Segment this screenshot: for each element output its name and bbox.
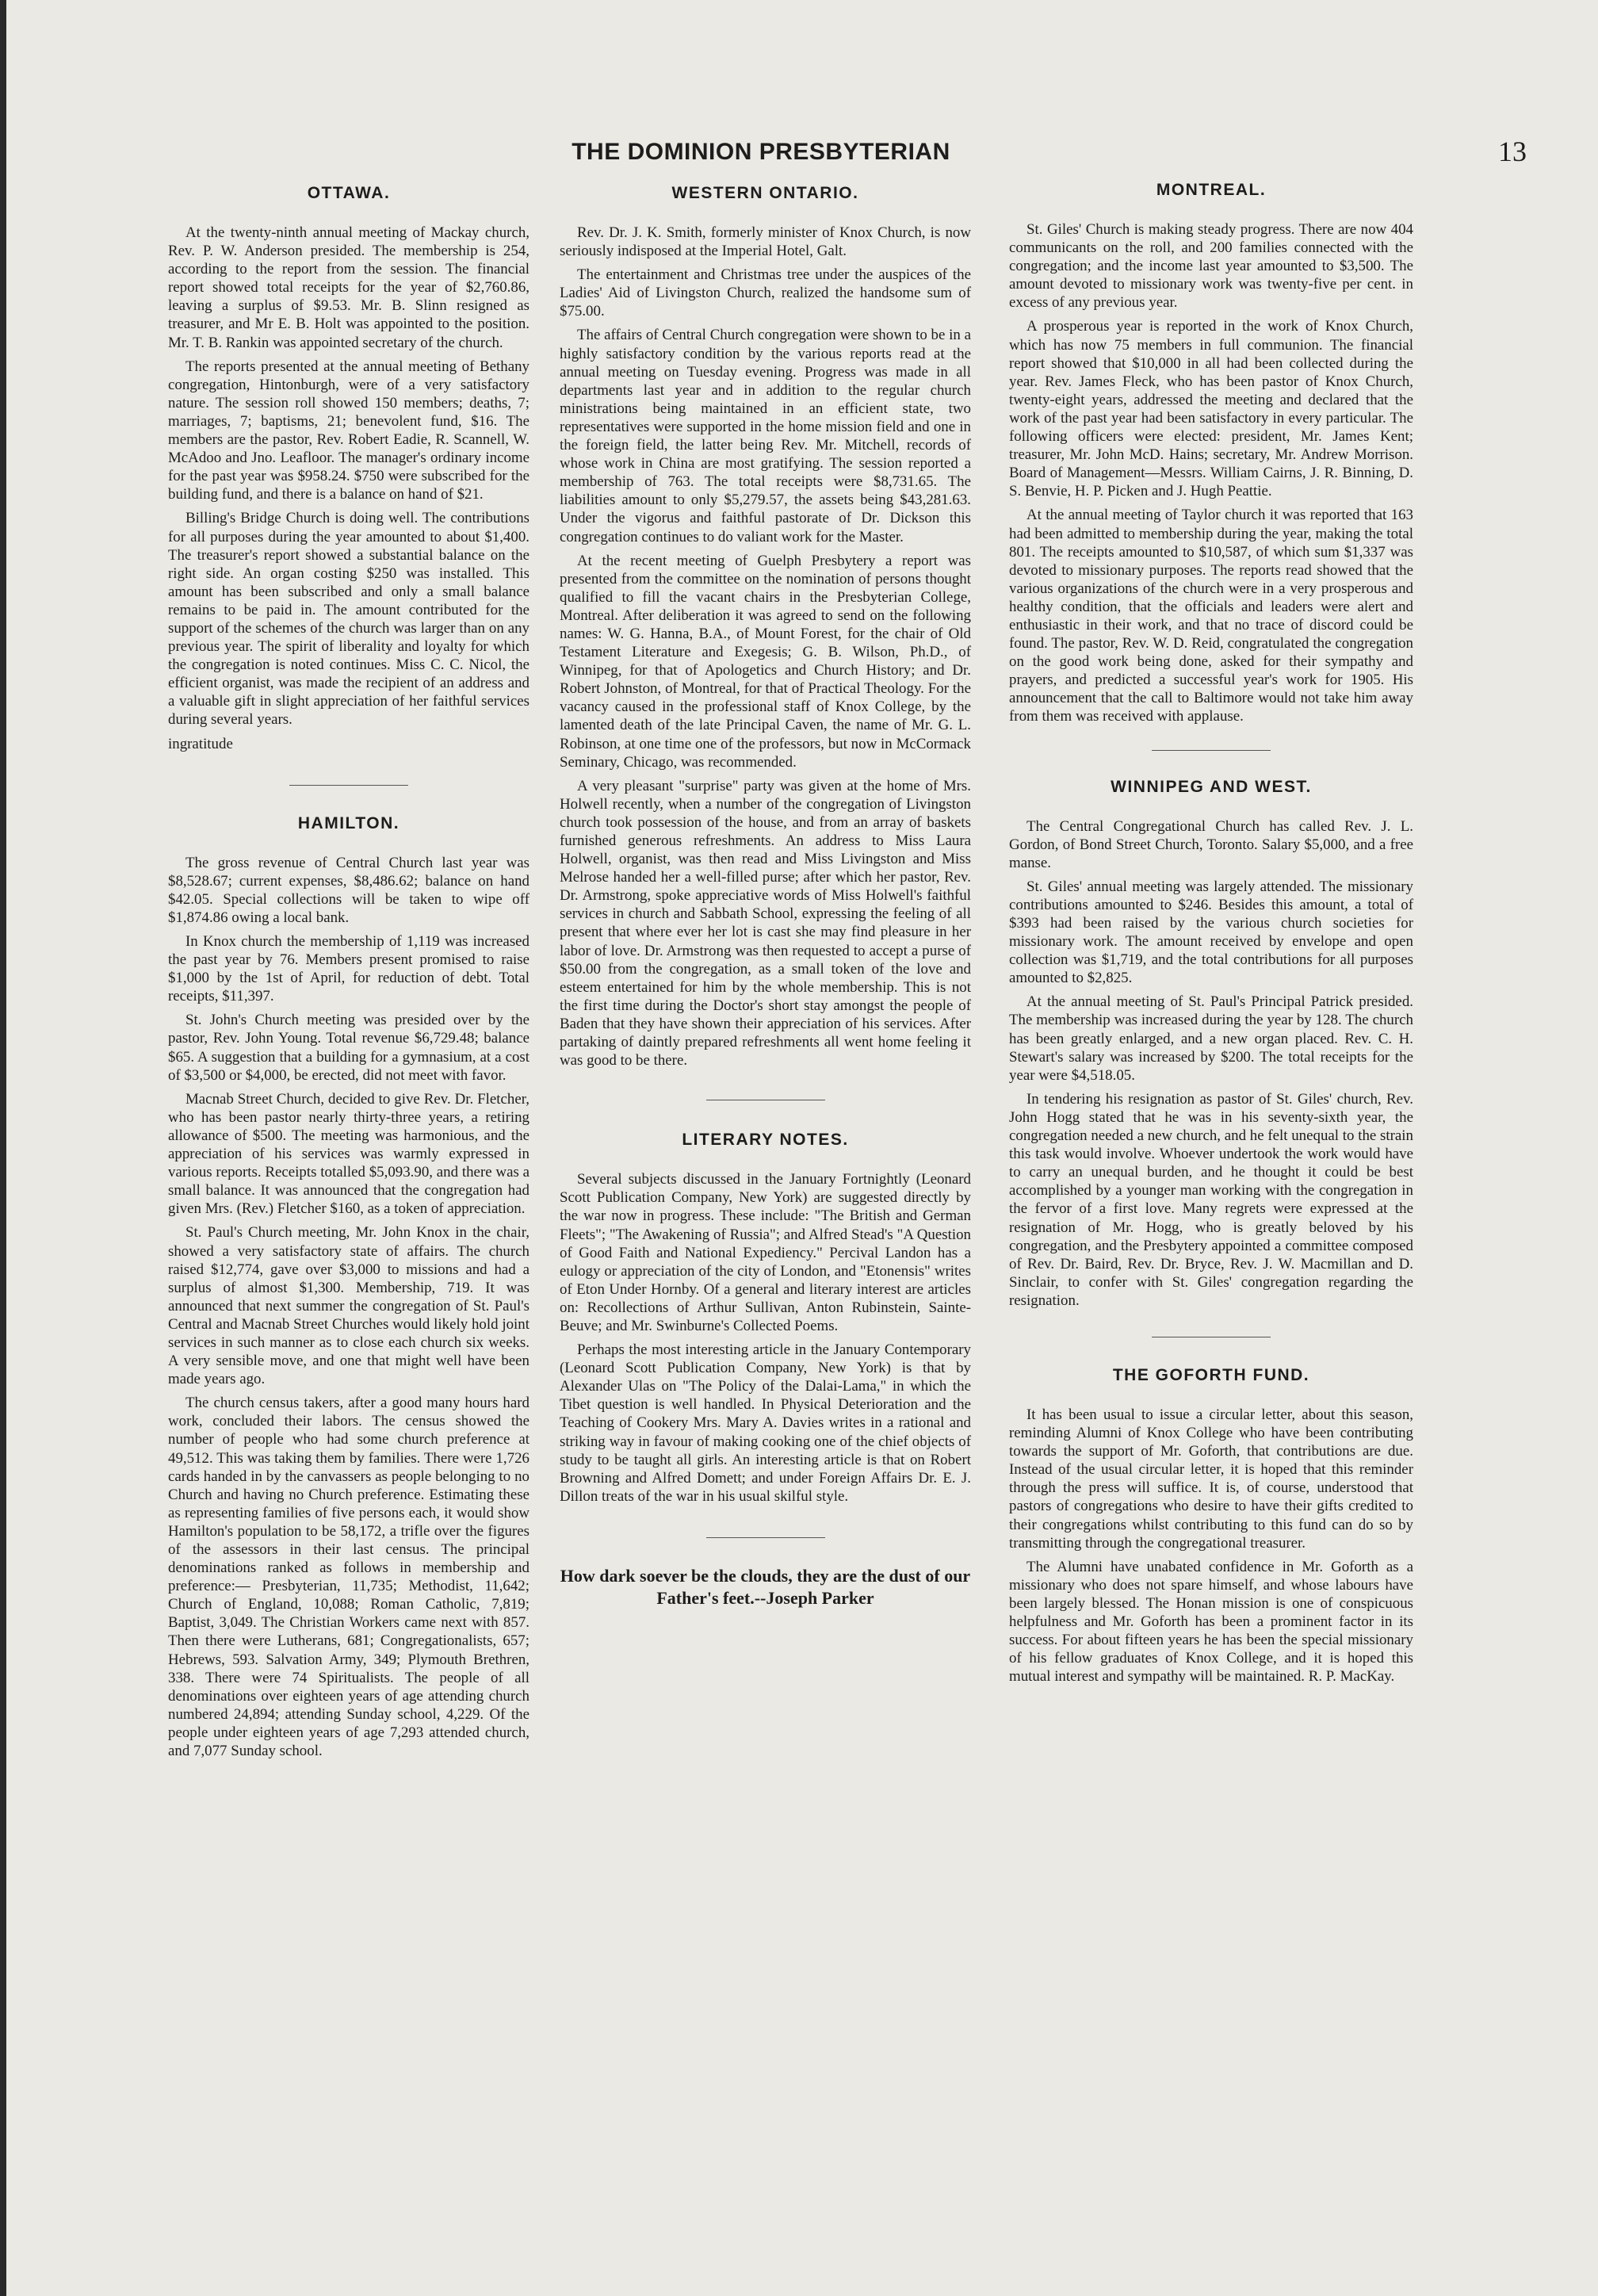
article-paragraph: In Knox church the membership of 1,119 was increased the past year by 76. Members present promised to raise $1,000 by the 1st of April, for reduction of debt. Total receipts, $11,397. [168, 933, 529, 1005]
article-paragraph: St. Paul's Church meeting, Mr. John Knox in the chair, showed a very satisfactory state of affairs. The church raised $12,774, gave over $3,000 to missions and had a surplus of almost $1,300. Membership, 719. It was announced that next summer the congregation of St. Paul's Central and Macnab Street Churches would likely hold joint services in such manner as to close each church six weeks. A very sensible move, and one that might well have been made years ago. [168, 1224, 529, 1388]
article-paragraph: The entertainment and Christmas tree under the auspices of the Ladies' Aid of Livingston Church, realized the handsome sum of $75.00. [560, 266, 971, 320]
article-paragraph: A very pleasant "surprise" party was given at the home of Mrs. Holwell recently, when a number of the congregation of Livingston church took possession of the house, and from an array of baskets furnished generous refreshments. An address to Miss Laura Holwell, organist, was then read and Miss Livingston and Miss Melrose handed her a well-filled purse; after which her pastor, Rev. Dr. Armstrong, spoke appreciative words of Miss Holwell's faithful services in church and Sabbath School, expressing the feeling of all present that where ever her lot is cast she may find pleasure in her labor of love. Dr. Armstrong was then requested to accept a purse of $50.00 from the congregation, as a small token of the love and esteem entertained for him by the whole membership. This is not the first time during the Doctor's short stay amongst the people of Baden that they have shown their appreciation of his services. After partaking of daintly prepared refreshments all went home feeling it was good to be there. [560, 777, 971, 1070]
article-paragraph: At the annual meeting of Taylor church it was reported that 163 had been admitted to membership during the year, making the total 801. The receipts amounted to $10,587, of which sum $1,337 was devoted to missionary purposes. The reports read showed that the various organizations of the church were in a very prosperous and healthy condition, that the officials and leaders were alert and enthusiastic in their work, and that no trace of discord could be found. The pastor, Rev. W. D. Reid, congratulated the congregation on the good work being done, asked for their sympathy and prayers, and predicted a successful year's work for 1905. His announcement that the call to Baltimore would not take him away from them was received with applause. [1009, 507, 1413, 725]
article-paragraph: St. Giles' annual meeting was largely attended. The missionary contributions amounted to $246. Besides this amount, a total of $393 had been raised by the various church societies for missionary work. The amount received by envelope and open collection was $1,719, and the total contributions for all purposes amounted to $2,825. [1009, 878, 1413, 987]
column-left [168, 184, 529, 1766]
section-title-literary-notes: LITERARY NOTES. [682, 1131, 849, 1150]
article-paragraph: At the annual meeting of St. Paul's Principal Patrick presided. The membership was increased during the year by 128. The church has been greatly enlarged, and a new organ placed. Rev. C. H. Stewart's salary was increased by $200. The total receipts for the year were $4,518.05. [1009, 993, 1413, 1084]
section-title-winnipeg: WINNIPEG AND WEST. [1111, 777, 1312, 796]
column-middle [560, 184, 971, 1609]
section-title-goforth-fund: THE GOFORTH FUND. [1112, 1365, 1310, 1384]
article-paragraph: Several subjects discussed in the January Fortnightly (Leonard Scott Publication Company, New York) are suggested directly by the war now in progress. These include: "The British and German Fleets"; "The Awakening of Russia"; and Alfred Stead's "A Question of Good Faith and National Expediency." Percival Landon has a eulogy or appreciation of the city of London, and "Etonensis" writes of Eton Under Hornby. Of a general and literary interest are articles on: Recollections of Arthur Sullivan, Anton Rubinstein, Sainte-Beuve; and Mr. Swinburne's Collected Poems. [560, 1171, 971, 1334]
section-title-montreal: MONTREAL. [1156, 181, 1267, 199]
section-title-western-ontario: WESTERN ONTARIO. [671, 184, 859, 202]
article-paragraph: The Central Congregational Church has called Rev. J. L. Gordon, of Bond Street Church, Toronto. Salary $5,000, and a free manse. [1009, 817, 1413, 871]
article-paragraph: The church census takers, after a good many hours hard work, concluded their labors. The census showed the number of people who had some church preference at 49,512. This was taking them by families. There were 1,726 cards handed in by the canvassers as people belonging to no Church and having no Church preference. Estimating these as representing families of five persons each, it would show Hamilton's population to be 58,172, a trifle over the figures of the assessors in their last census. The principal denominations ranked as follows in membership and preference:— Presbyterian, 11,735; Methodist, 11,642; Church of England, 10,088; Roman Catholic, 7,819; Baptist, 3,049. The Christian Workers came next with 857. Then there were Lutherans, 681; Congregationalists, 657; Hebrews, 593. Salvation Army, 349; Plymouth Brethren, 338. There were 74 Spiritualists. The people of all denominations over eighteen years of age attending church numbered 24,894; attending Sunday school, 4,229. Of the people under eighteen years of age 7,293 attended church, and 7,077 Sunday school. [168, 1395, 529, 1760]
article-paragraph: The affairs of Central Church congregation were shown to be in a highly satisfactory condition by the various reports read at the annual meeting on Tuesday evening. Progress was made in all departments last year and in addition to the regular church ministrations being maintained in an efficient state, two representatives were supported in the home mission field and one in the foreign field, the latter being Rev. Mr. Mitchell, records of whose work in China are most gratifying. The session reported a membership of 763. The total receipts were $8,731.65. The liabilities amount to only $5,279.57, the assets being $43,281.63. Under the vigorus and faithful pastorate of Dr. Dickson this congregation continues to do valiant work for the Master. [560, 327, 971, 545]
section-divider [1152, 750, 1271, 751]
article-paragraph: St. Giles' Church is making steady progress. There are now 404 communicants on the roll, and 200 families connected with the congregation; and the income last year amounted to $3,500. The amount devoted to missionary work was twenty-five per cent. in excess of any previous year. [1009, 221, 1413, 312]
article-paragraph: It has been usual to issue a circular letter, about this season, reminding Alumni of Knox College who have been contributing towards the support of Mr. Goforth, that contributions are due. Instead of the usual circular letter, it is hoped that this reminder through the press will suffice. It is, of course, understood that pastors of congregations who desire to have their gifts credited to their congregations whilst contributing to this fund can do so by transmitting through the congregational treasurer. [1009, 1406, 1413, 1552]
article-paragraph: In tendering his resignation as pastor of St. Giles' church, Rev. John Hogg stated that he was in his seventy-sixth year, the congregation needed a new church, and he felt unequal to the strain this task would involve. Whoever undertook the work would have to carry an unequal burden, and he thought it could be best accomplished by a younger man working with the congregation in the fervor of a first love. Many regrets were expressed at the resignation of Mr. Hogg, who is greatly beloved by his congregation, and the Presbytery appointed a committee composed of Rev. Dr. Baird, Rev. Dr. Bryce, Rev. J. W. Macmillan and D. Sinclair, to confer with St. Giles' congregation regarding the resignation. [1009, 1090, 1413, 1309]
column-right [1009, 181, 1413, 1691]
section-divider [706, 1537, 825, 1538]
article-paragraph: Billing's Bridge Church is doing well. The contributions for all purposes during the year amounted to about $1,400. The treasurer's report showed a substantial balance on the right side. An organ costing $250 was installed. This amount has been subscribed and only a small balance remains to be paid in. The amount contributed for the support of the schemes of the church was larger than on any previous year. The spirit of liberality and loyalty for which the congregation is noted continues. Miss C. C. Nicol, the efficient organist, was made the recipient of an address and a valuable gift in slight appreciation of her faithful services during several years. [168, 510, 529, 729]
article-paragraph: At the recent meeting of Guelph Presbytery a report was presented from the committee on the nomination of persons thought qualified to fill the vacant chairs in the Presbyterian College, Montreal. After deliberation it was agreed to send on the following names: W. G. Hanna, B.A., of Mount Forest, for the chair of Old Testament Literature and Exegesis; G. B. Wilson, Ph.D., of Winnipeg, for that of Apologetics and Church History; and Dr. Robert Johnston, of Montreal, for that of Practical Theology. For the vacancy caused in the professional staff of Knox College, by the lamented death of the late Principal Caven, the name of Mr. G. L. Robinson, at one time one of the professors, but now in McCormack Seminary, Chicago, was recommended. [560, 552, 971, 771]
article-paragraph: A prosperous year is reported in the work of Knox Church, which has now 75 members in full communion. The financial report showed that $10,000 in all had been collected during the year. Rev. James Fleck, who has been pastor of Knox Church, twenty-eight years, addressed the meeting and declared that the work of the past year had been satisfactory in every particular. The following officers were elected: president, Mr. James Kent; treasurer, Mr. John McD. Hains; secretary, Mr. Andrew Morrison. Board of Management—Messrs. William Cairns, J. R. Binning, D. S. Benvie, H. P. Picken and J. Hugh Peattie. [1009, 318, 1413, 500]
masthead: THE DOMINION PRESBYTERIAN [572, 139, 950, 165]
article-paragraph: Rev. Dr. J. K. Smith, formerly minister of Knox Church, is now seriously indisposed at the Imperial Hotel, Galt. [560, 224, 971, 260]
article-paragraph: At the twenty-ninth annual meeting of Mackay church, Rev. P. W. Anderson presided. The membership is 254, according to the report from the session. The financial report showed total receipts for the year of $2,760.86, leaving a surplus of $9.53. Mr. B. Slinn resigned as treasurer, and Mr E. B. Holt was appointed to the position. Mr. T. B. Rankin was appointed secretary of the church. [168, 224, 529, 351]
article-paragraph: ingratitude [168, 735, 233, 752]
page-number: 13 [1498, 136, 1527, 167]
scan-edge [0, 0, 6, 2296]
article-paragraph: The gross revenue of Central Church last year was $8,528.67; current expenses, $8,486.62; balance on hand $42.05. Special collections will be taken to wipe off $1,874.86 owing a local bank. [168, 854, 529, 926]
article-paragraph: The Alumni have unabated confidence in Mr. Goforth as a missionary who does not spare himself, and whose labours have been largely blessed. The Honan mission is one of conspicuous helpfulness and Mr. Goforth has been a prominent factor in its success. For about fifteen years he has been the special missionary of his fellow graduates of Knox College, and it is hoped this mutual interest and sympathy will be maintained. R. P. MacKay. [1009, 1558, 1413, 1686]
article-paragraph: Perhaps the most interesting article in the January Contemporary (Leonard Scott Publication Company, New York) is that by Alexander Ulas on "The Policy of the Dalai-Lama," in which the Tibet question is well handled. In Physical Deterioration and the Teaching of Cookery Mrs. Mary A. Davies writes in a rational and striking way in favour of making cooking one of the chief objects of study to be taught all girls. An interesting article is that on Robert Browning and Alfred Domett; and under Foreign Affairs Dr. E. J. Dillon treats of the war in his usual skilful style. [560, 1341, 971, 1505]
article-paragraph: The reports presented at the annual meeting of Bethany congregation, Hintonburgh, were of a very satisfactory nature. The session roll showed 150 members; deaths, 7; marriages, 7; baptisms, 21; benevolent fund, $16. The members are the pastor, Rev. Robert Eadie, R. Scannell, W. McAdoo and Jno. Leafloor. The manager's ordinary income for the past year was $958.24. $750 were subscribed for the building fund, and there is a balance on hand of $21. [168, 358, 529, 503]
article-paragraph: St. John's Church meeting was presided over by the pastor, Rev. John Young. Total revenue $6,729.48; balance $65. A suggestion that a building for a gymnasium, at a cost of $3,500 or $4,000, be erected, did not meet with favor. [168, 1012, 529, 1084]
article-paragraph: Macnab Street Church, decided to give Rev. Dr. Fletcher, who has been pastor nearly thirty-three years, a retiring allowance of $500. The meeting was harmonious, and the appreciation of his services was warmly expressed in various reports. Receipts totalled $5,093.90, and there was a small balance. It was announced that the congregation had given Mrs. (Rev.) Fletcher $160, as a token of appreciation. [168, 1090, 529, 1218]
section-title-ottawa: OTTAWA. [307, 184, 391, 202]
section-divider [289, 785, 408, 786]
closing-quote: How dark soever be the clouds, they are the dust of our Father's feet.--Joseph Parker [560, 1565, 971, 1608]
section-title-hamilton: HAMILTON. [297, 813, 400, 832]
